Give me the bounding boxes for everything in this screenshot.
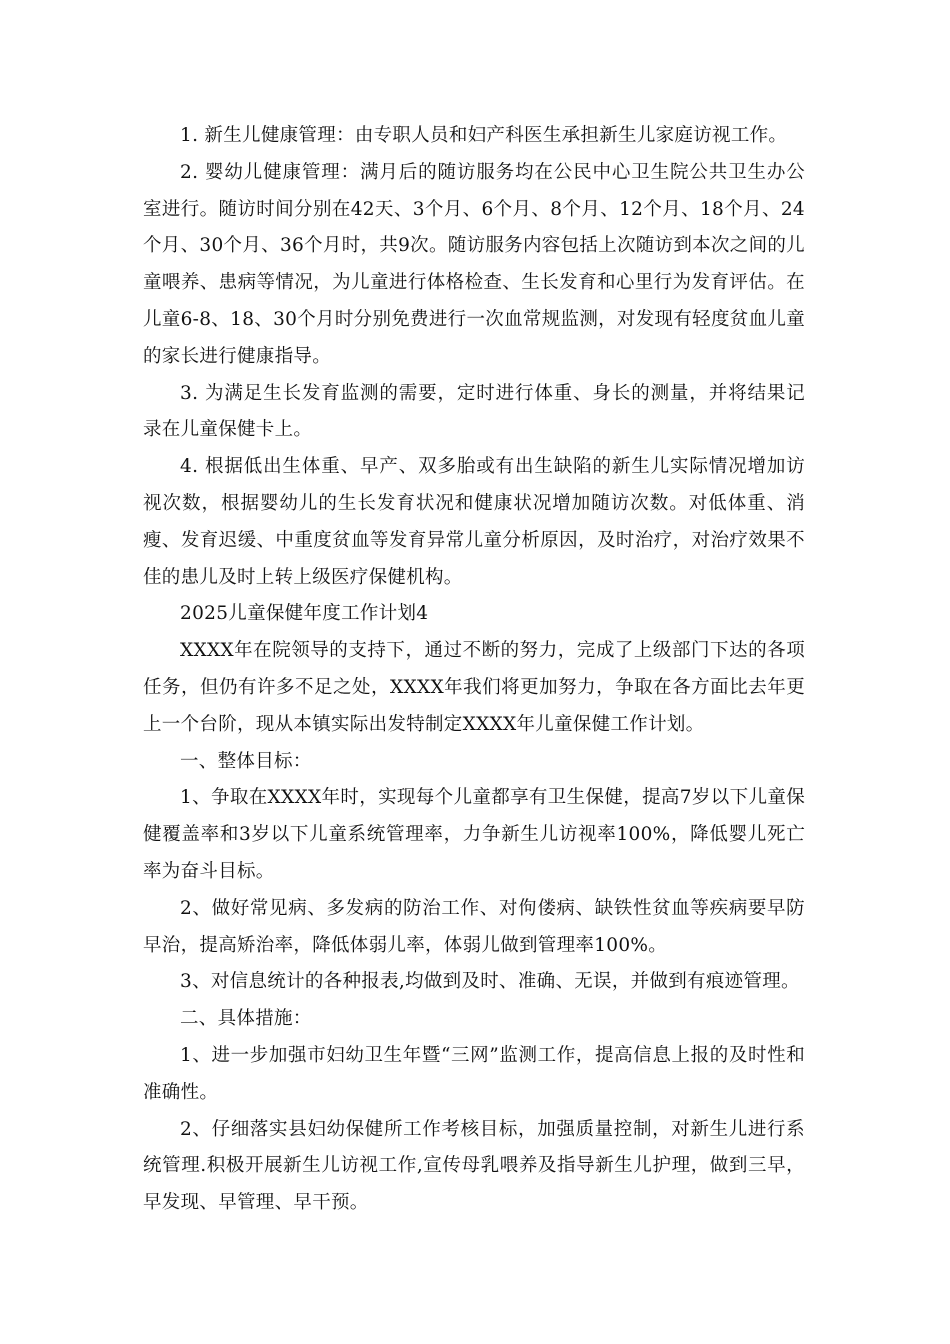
paragraph-goal-3: 3、对信息统计的各种报表,均做到及时、准确、无误，并做到有痕迹管理。: [180, 971, 800, 993]
paragraph-measure-1: 1、进一步加强市妇幼卫生年暨“三网”监测工作，提高信息上报的及时性和准确性。: [143, 1044, 805, 1103]
paragraph-newborn-health: 1. 新生儿健康管理：由专职人员和妇产科医生承担新生儿家庭访视工作。: [180, 125, 788, 146]
paragraph-intro: XXXX年在院领导的支持下，通过不断的努力，完成了上级部门下达的各项任务，但仍有许多不足之处，XXXX年我们将更加努力，争取在各方面比去年更上一个台阶，现从本镇实际出发特制定XXXX年儿童保健工作计划。: [143, 640, 805, 735]
paragraph-infant-health: 2. 婴幼儿健康管理：满月后的随访服务均在公民中心卫生院公共卫生办公室进行。随访时间分别在42天、3个月、6个月、8个月、12个月、18个月、24个月、30个月、36个月时，共9次。随访服务内容包括上次随访到本次之间的儿童喂养、患病等情况，为儿童进行体格检查、生长发育和心里行为发育评估。在儿童6-8、18、30个月时分别免费进行一次血常规监测，对发现有轻度贫血儿童的家长进行健康指导。: [143, 161, 805, 367]
paragraph-goal-1: 1、争取在XXXX年时，实现每个儿童都享有卫生保健，提高7岁以下儿童保健覆盖率和3岁以下儿童系统管理率，力争新生儿访视率100%，降低婴儿死亡率为奋斗目标。: [143, 787, 805, 882]
paragraph-extra-visits: 4. 根据低出生体重、早产、双多胎或有出生缺陷的新生儿实际情况增加访视次数，根据婴幼儿的生长发育状况和健康状况增加随访次数。对低体重、消瘦、发育迟缓、中重度贫血等发育异常儿童分析原因，及时治疗，对治疗效果不佳的患儿及时上转上级医疗保健机构。: [143, 456, 805, 588]
document-body: [143, 118, 805, 1222]
paragraph-growth-monitoring: 3. 为满足生长发育监测的需要，定时进行体重、身长的测量，并将结果记录在儿童保健卡上。: [143, 382, 805, 441]
paragraph-measure-2: 2、仔细落实县妇幼保健所工作考核目标，加强质量控制，对新生儿进行系统管理.积极开展新生儿访视工作,宣传母乳喂养及指导新生儿护理，做到三早，早发现、早管理、早干预。: [143, 1118, 805, 1214]
paragraph-goal-2: 2、做好常见病、多发病的防治工作、对佝偻病、缺铁性贫血等疾病要早防早治，提高矫治率，降低体弱儿率，体弱儿做到管理率100%。: [143, 897, 805, 956]
section-heading-plan-4: 2025儿童保健年度工作计划4: [180, 603, 429, 625]
heading-specific-measures: 二、具体措施：: [180, 1008, 312, 1030]
heading-overall-goals: 一、整体目标：: [180, 750, 312, 772]
